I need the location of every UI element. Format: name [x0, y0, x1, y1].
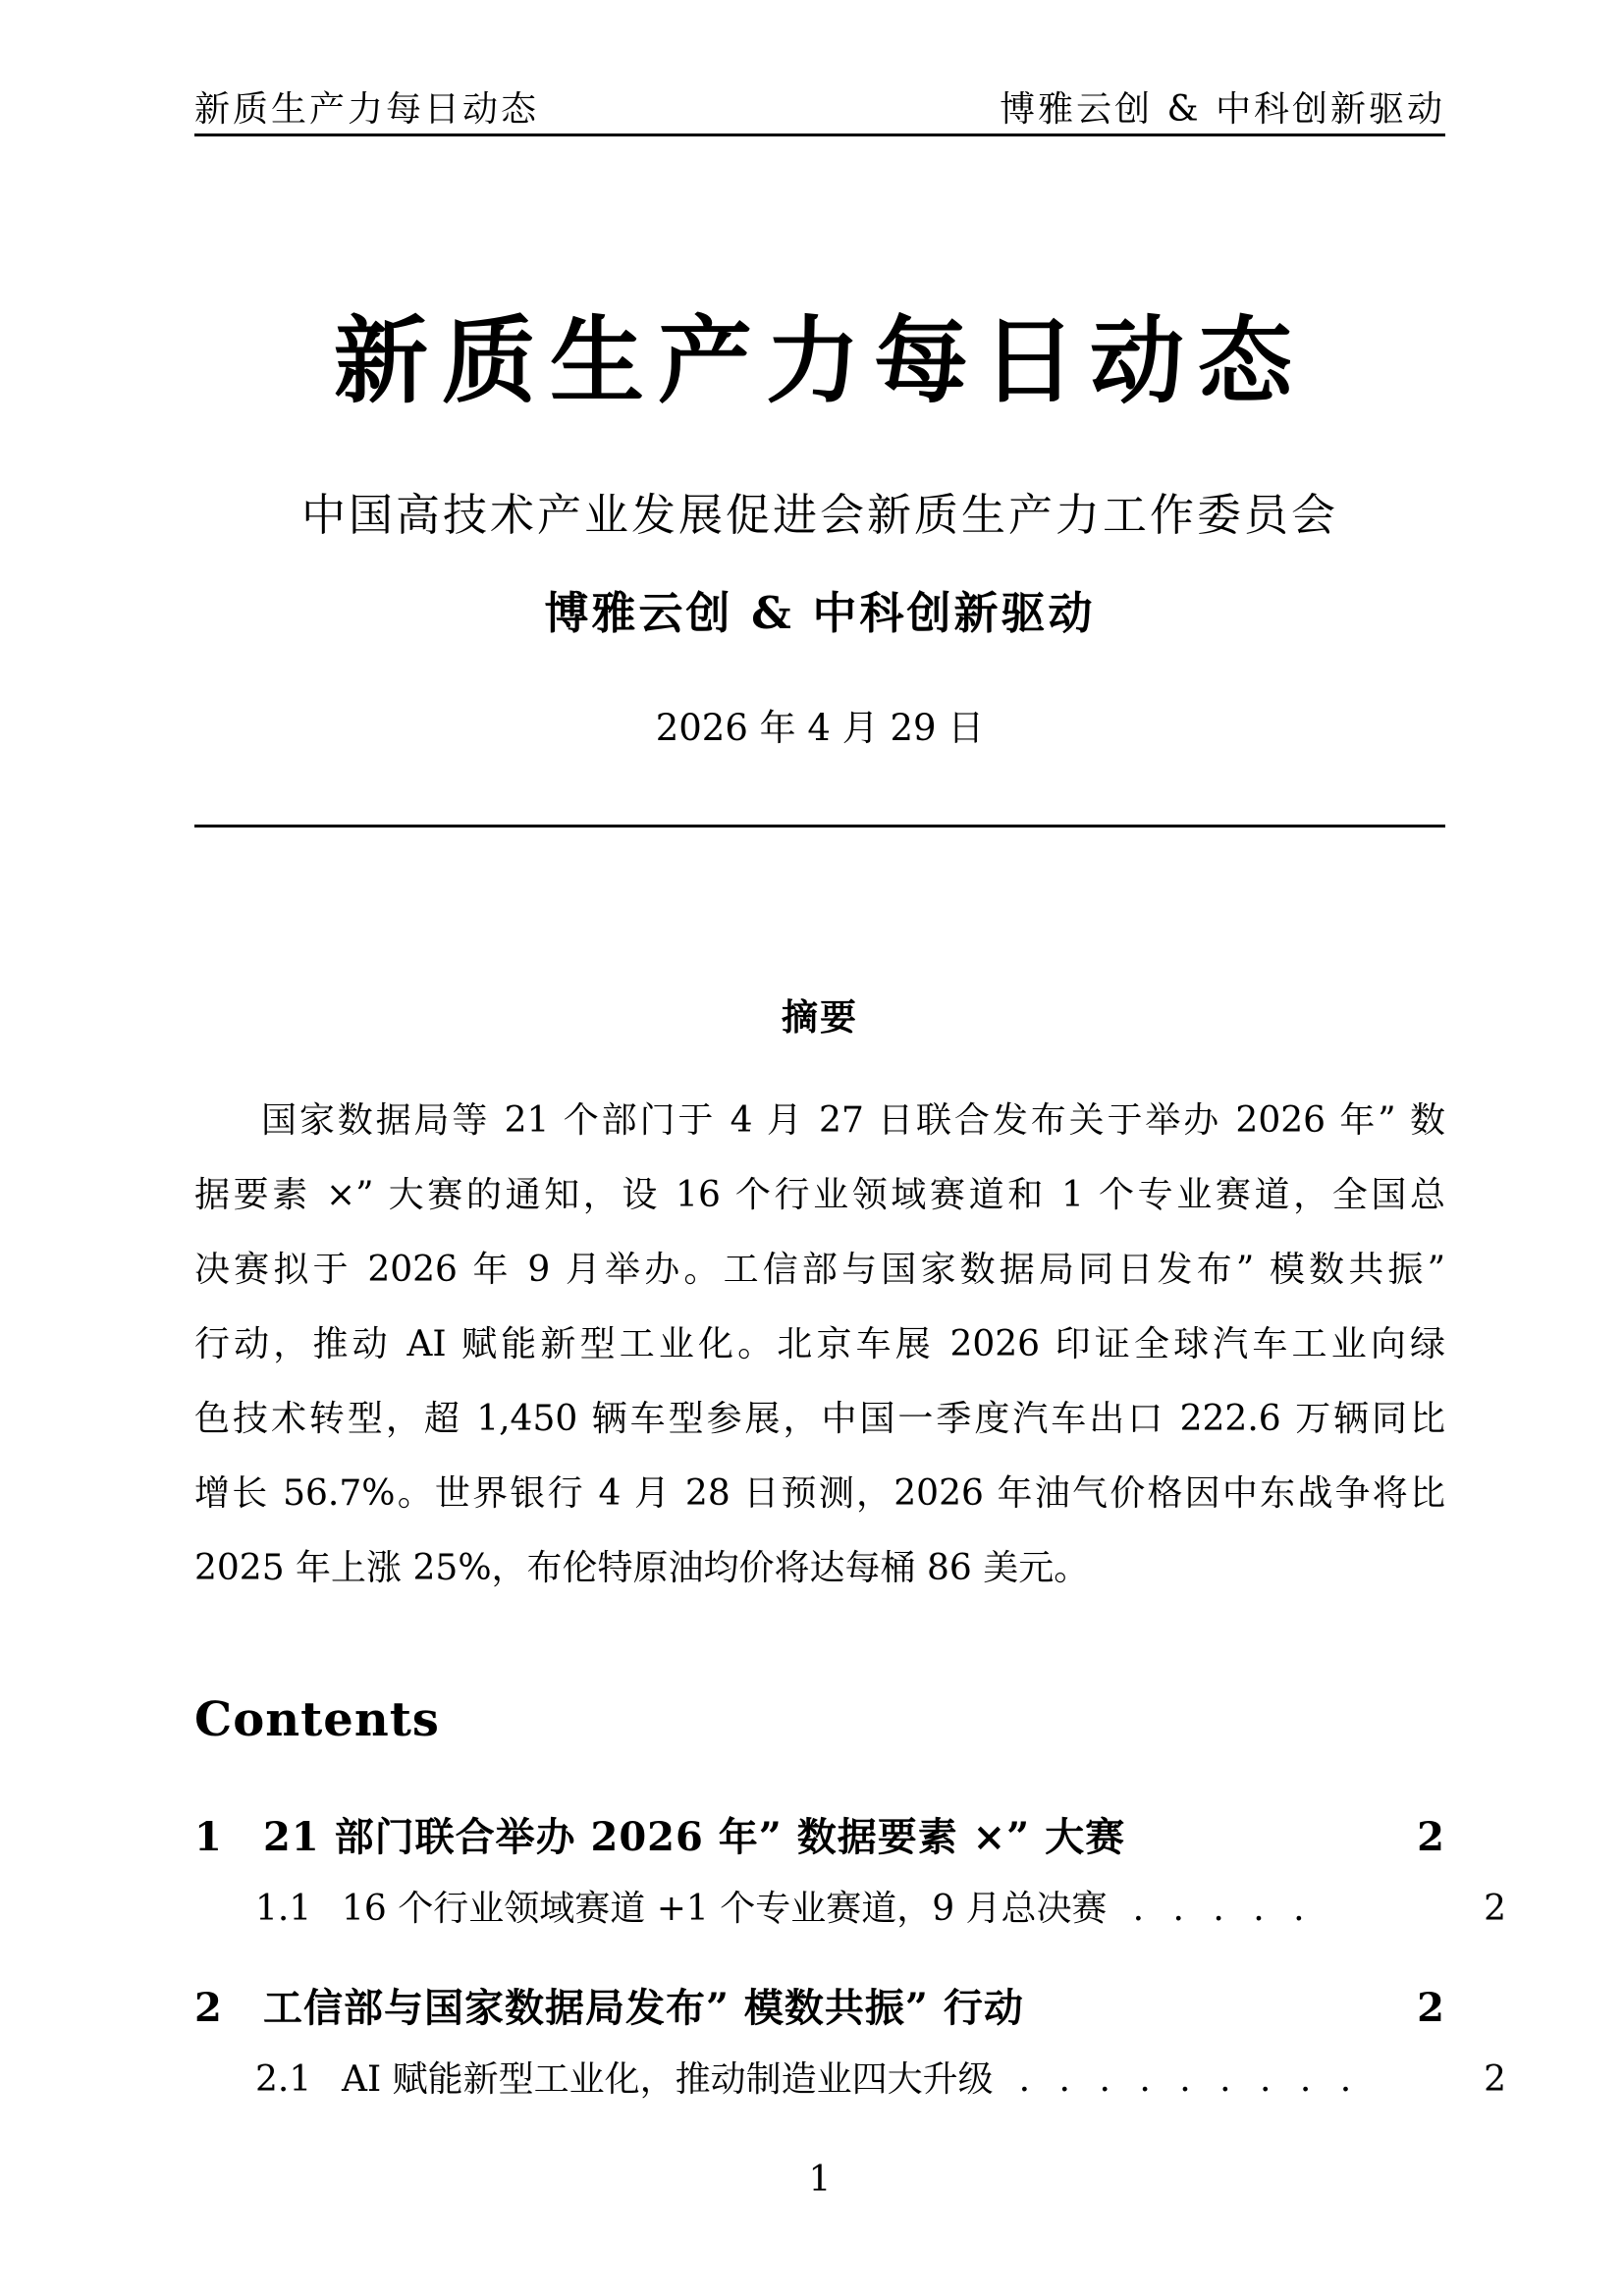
abstract-line: 行动，推动 AI 赋能新型工业化。北京车展 2026 印证全球汽车工业向绿 [194, 1324, 1445, 1364]
header-rule [194, 133, 1445, 136]
date-line: 2026 年 4 月 29 日 [655, 707, 985, 749]
author-line: 中国高技术产业发展促进会新质生产力工作委员会 [300, 489, 1338, 541]
toc-entry-subsection-1-1[interactable] [194, 1881, 1506, 1931]
toc-page-number: 2 [1417, 1985, 1445, 2031]
abstract-heading: 摘要 [782, 995, 858, 1039]
toc-entry-subsection-2-1[interactable] [194, 2052, 1506, 2102]
abstract-paragraph [194, 1084, 1445, 1606]
toc-page-number: 2 [1484, 2059, 1506, 2100]
toc-number: 2 [194, 1985, 223, 2031]
abstract-line: 增长 56.7%。世界银行 4 月 28 日预测，2026 年油气价格因中东战争将比 [194, 1473, 1445, 1514]
abstract-line: 色技术转型，超 1,450 辆车型参展，中国一季度汽车出口 222.6 万辆同比 [194, 1399, 1445, 1439]
toc-title: 21 部门联合举办 2026 年” 数据要素 ×” 大赛 [263, 1814, 1126, 1860]
toc-number: 1.1 [255, 1889, 312, 1929]
toc-page-number: 2 [1417, 1814, 1445, 1860]
page-header [194, 90, 1445, 130]
toc-page-number: 2 [1484, 1889, 1506, 1929]
header-left-title: 新质生产力每日动态 [194, 89, 540, 130]
abstract-line: 2025 年上涨 25%，布伦特原油均价将达每桶 86 美元。 [194, 1548, 1090, 1588]
abstract-line: 据要素 ×” 大赛的通知，设 16 个行业领域赛道和 1 个专业赛道，全国总 [194, 1175, 1445, 1215]
collaboration-line: 博雅云创 & 中科创新驱动 [544, 587, 1096, 639]
abstract-line: 决赛拟于 2026 年 9 月举办。工信部与国家数据局同日发布” 模数共振” [194, 1250, 1445, 1290]
toc-entry-section-2[interactable] [194, 1977, 1445, 2033]
toc-number: 2.1 [255, 2059, 312, 2100]
toc-number: 1 [194, 1814, 223, 1860]
abstract-line: 国家数据局等 21 个部门于 4 月 27 日联合发布关于举办 2026 年” 数 [261, 1100, 1445, 1141]
contents-heading: Contents [194, 1692, 440, 1747]
document-title: 新质生产力每日动态 [334, 305, 1306, 416]
toc-dot-leader: . . . . . [1132, 1889, 1307, 1929]
toc-title: 工信部与国家数据局发布” 模数共振” 行动 [263, 1985, 1024, 2031]
header-right-title: 博雅云创 & 中科创新驱动 [1000, 89, 1445, 130]
toc-entry-section-1[interactable] [194, 1806, 1445, 1862]
toc-title: AI 赋能新型工业化，推动制造业四大升级 [342, 2059, 994, 2100]
toc-dot-leader: . . . . . . . . . [1018, 2059, 1354, 2100]
page-number-footer: 1 [808, 2160, 832, 2200]
toc-title: 16 个行业领域赛道 +1 个专业赛道，9 月总决赛 [342, 1889, 1108, 1929]
divider-rule [194, 825, 1445, 828]
